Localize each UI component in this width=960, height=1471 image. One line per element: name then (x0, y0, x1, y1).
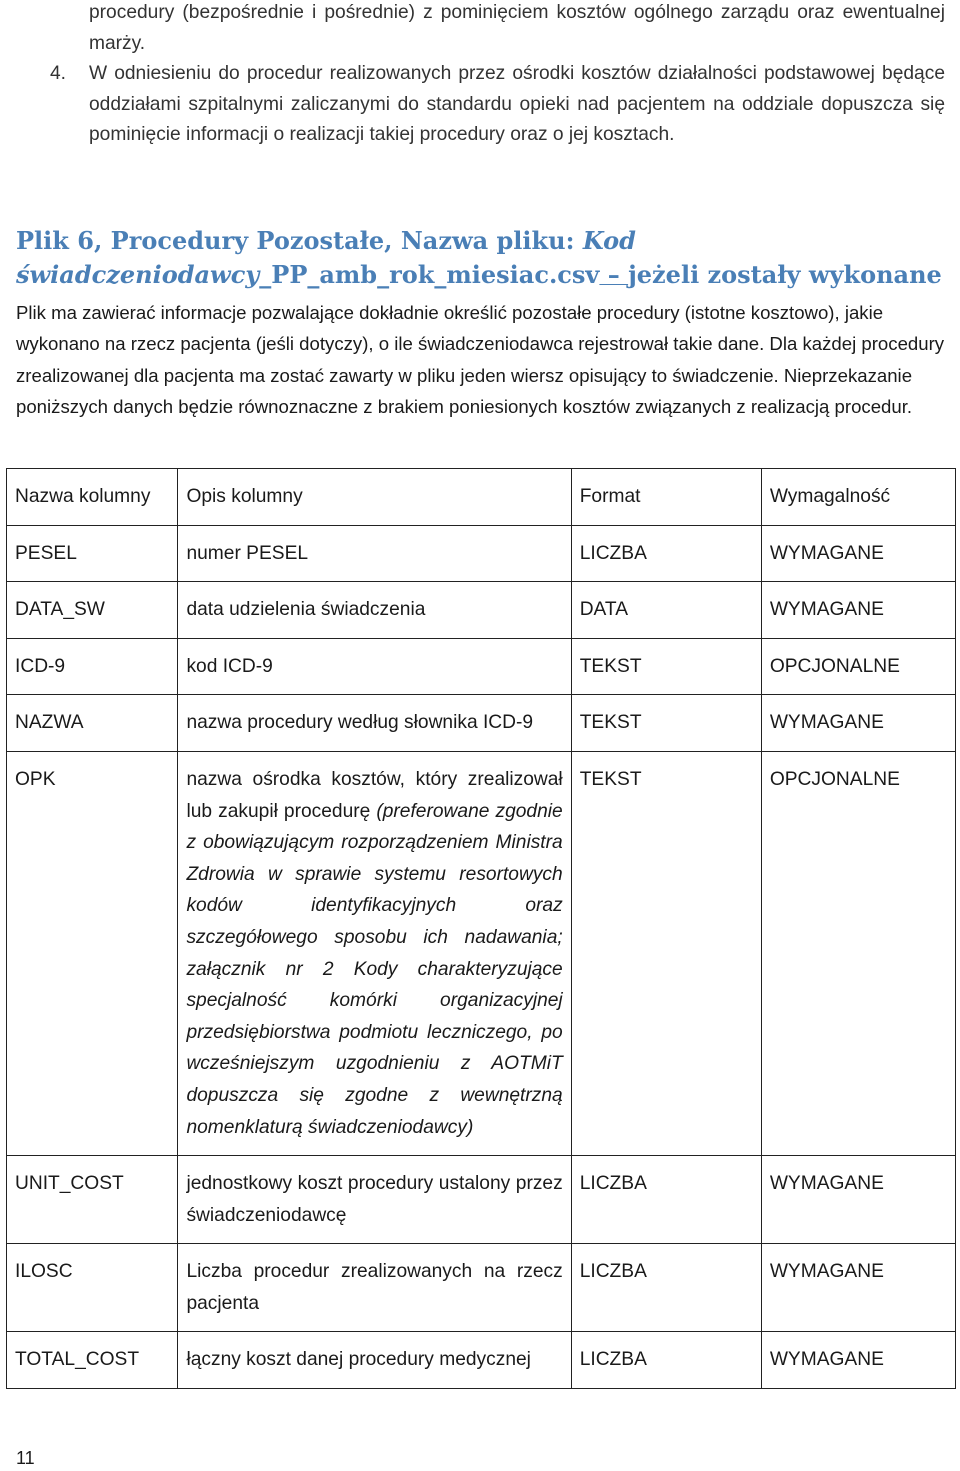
column-format-cell: LICZBA (571, 1332, 761, 1389)
column-format-cell: LICZBA (571, 1156, 761, 1244)
column-name-cell: NAZWA (7, 695, 178, 752)
heading-file-italic: Kod świadczeniodawcy (16, 226, 636, 289)
heading-file-rest: _PP_amb_rok_miesiac.csv (259, 260, 600, 289)
header-cell: Format (571, 469, 761, 526)
header-cell: Wymagalność (761, 469, 955, 526)
list-item-text: W odniesieniu do procedur realizowanych przez ośrodki kosztów działalności podstawowej będące oddziałami szpitalnymi zaliczanymi do standardu opieki nad pacjentem na oddziale dopuszcza się pominięcie informacji o realizacji takiej procedury oraz o jej kosztach. (89, 63, 945, 145)
column-desc-cell: jednostkowy koszt procedury ustalony przez świadczeniodawcę (178, 1156, 571, 1244)
continuation-paragraph: procedury (bezpośrednie i pośrednie) z pominięciem kosztów ogólnego zarządu oraz ewentualnej marży. (89, 2, 945, 54)
column-desc-cell: kod ICD-9 (178, 638, 571, 695)
column-format-cell: LICZBA (571, 1244, 761, 1332)
column-req-cell: OPCJONALNE (761, 638, 955, 695)
column-req-cell: OPCJONALNE (761, 751, 955, 1155)
column-name-cell: ILOSC (7, 1244, 178, 1332)
column-name-cell: DATA_SW (7, 582, 178, 639)
column-name-cell: UNIT_COST (7, 1156, 178, 1244)
column-req-cell: WYMAGANE (761, 582, 955, 639)
column-name-cell: TOTAL_COST (7, 1332, 178, 1389)
column-desc-cell: łączny koszt danej procedury medycznej (178, 1332, 571, 1389)
section-intro: Plik ma zawierać informacje pozwalające dokładnie określić pozostałe procedury (istotne kosztowo), jakie wykonano na rzecz pacjenta (jeśli dotyczy), o ile świadczeniodawca rejestrował takie dane. Dla każdej procedury zrealizowanej dla pacjenta ma zostać zawarty w pliku jeden wiersz opisujący to świadczenie. Nieprzekazanie poniższych danych będzie równoznaczne z brakiem poniesionych kosztów związanych z realizacją procedur. (16, 302, 945, 418)
table-row (7, 695, 956, 752)
column-desc-cell: nazwa procedury według słownika ICD-9 (178, 695, 571, 752)
column-format-cell: DATA (571, 582, 761, 639)
page-number: 11 (16, 1448, 35, 1468)
table-row (7, 638, 956, 695)
column-format-cell: TEKST (571, 638, 761, 695)
table-row (7, 525, 956, 582)
column-name-cell: OPK (7, 751, 178, 1155)
column-desc-cell (178, 751, 571, 1155)
column-name-cell: PESEL (7, 525, 178, 582)
column-desc-cell: Liczba procedur zrealizowanych na rzecz pacjenta (178, 1244, 571, 1332)
column-req-cell: WYMAGANE (761, 1332, 955, 1389)
table-row (7, 1156, 956, 1244)
column-req-cell: WYMAGANE (761, 1244, 955, 1332)
column-name-cell: ICD-9 (7, 638, 178, 695)
heading-prefix: Plik 6, Procedury Pozostałe, Nazwa pliku: (16, 226, 583, 255)
table-row (7, 1244, 956, 1332)
desc-italic-text: (preferowane zgodnie z obowiązującym rozporządzeniem Ministra Zdrowia w sprawie systemu resortowych kodów identyfikacyjnych oraz szczegółowego sposobu ich nadawania; załącznik nr 2 Kody charakteryzujące specjalność komórki organizacyjnej przedsiębiorstwa podmiotu leczniczego, po wcześniejszym uzgodnieniu z AOTMiT dopuszcza się zgodne z wewnętrzną nomenklaturą świadczeniodawcy) (186, 800, 563, 1138)
column-desc-cell: numer PESEL (178, 525, 571, 582)
header-cell: Opis kolumny (178, 469, 571, 526)
desc-text: nazwa ośrodka kosztów, który zrealizował lub zakupił procedurę (186, 768, 563, 822)
section-heading (16, 224, 946, 292)
column-desc-cell: data udzielenia świadczenia (178, 582, 571, 639)
column-format-cell: TEKST (571, 751, 761, 1155)
column-req-cell: WYMAGANE (761, 695, 955, 752)
table-header-row (7, 469, 956, 526)
column-format-cell: LICZBA (571, 525, 761, 582)
heading-suffix: jeżeli zostały wykonane (628, 260, 942, 289)
table-row (7, 582, 956, 639)
column-format-cell: TEKST (571, 695, 761, 752)
heading-dash: – (599, 260, 629, 289)
table-row (7, 751, 956, 1155)
list-item-number: 4. (50, 63, 67, 84)
columns-table (6, 468, 956, 1389)
header-cell: Nazwa kolumny (7, 469, 178, 526)
column-req-cell: WYMAGANE (761, 525, 955, 582)
table-row (7, 1332, 956, 1389)
column-req-cell: WYMAGANE (761, 1156, 955, 1244)
